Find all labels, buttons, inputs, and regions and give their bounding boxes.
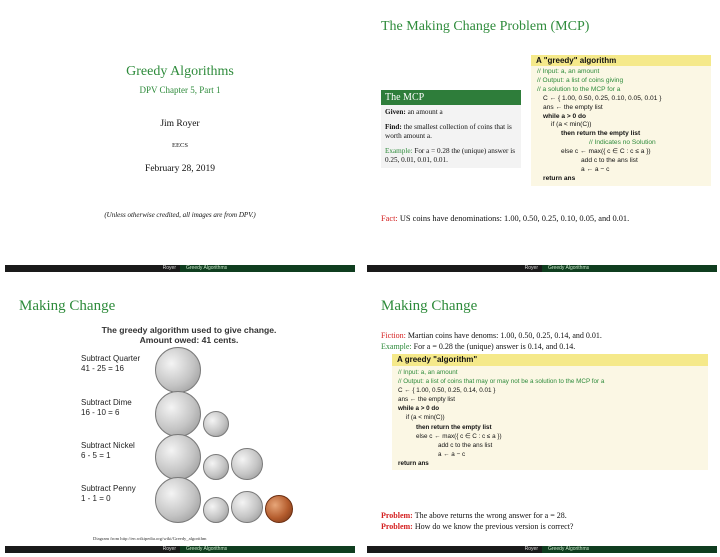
mcp-definition-box	[381, 90, 521, 168]
mcp-box-header: The MCP	[381, 90, 521, 105]
slide-footer	[5, 546, 355, 553]
alg-line: then return the empty list	[561, 130, 641, 138]
quarter-coin-icon	[155, 434, 201, 480]
example-text: For a = 0.28 the (unique) answer is 0.25, 0.01, 0.01, 0.01.	[385, 147, 516, 164]
coins-dime	[155, 391, 229, 437]
figure-title	[89, 325, 289, 345]
step-label: Subtract Penny	[81, 484, 136, 493]
greedy-algorithm-box	[531, 55, 711, 186]
alg-line: a ← a − c	[438, 450, 466, 458]
frame-title: The Making Change Problem (MCP)	[381, 19, 590, 34]
step-label: Subtract Dime	[81, 398, 132, 407]
coins-penny	[155, 477, 293, 523]
alg-line: ans ← the empty list	[398, 396, 456, 404]
alg-line: if (a < min(C))	[406, 414, 445, 422]
fact-text: US coins have denominations: 1.00, 0.50, 0.25, 0.10, 0.05, and 0.01.	[399, 214, 630, 223]
figure-caption	[93, 536, 206, 541]
step-calc: 41 - 25 = 16	[81, 364, 124, 373]
coins-quarter	[155, 347, 201, 393]
algorithm-header: A greedy "algorithm"	[392, 354, 708, 366]
example-line	[385, 147, 517, 165]
step-calc: 6 - 5 = 1	[81, 451, 111, 460]
footer-title: Greedy Algorithms	[180, 265, 355, 272]
quarter-coin-icon	[155, 477, 201, 523]
talk-title: Greedy Algorithms	[126, 64, 234, 79]
fact-label: Fact:	[381, 214, 398, 223]
nickel-coin-icon	[231, 491, 263, 523]
step-calc: 16 - 10 = 6	[81, 408, 120, 417]
step-penny	[81, 484, 136, 504]
alg-line: add c to the ans list	[581, 157, 638, 165]
algorithm-body	[392, 366, 708, 470]
footer-author: Royer	[524, 265, 538, 271]
alg-line: // a solution to the MCP for a	[537, 85, 621, 93]
penny-coin-icon	[265, 495, 293, 523]
problem-line-2	[381, 522, 573, 531]
alg-line: while a > 0 do	[543, 112, 587, 120]
slide-making-change-martian	[367, 285, 717, 553]
department: EECS	[172, 142, 188, 149]
problem-label: Problem:	[381, 511, 413, 520]
step-label: Subtract Quarter	[81, 354, 141, 363]
alg-line: then return the empty list	[416, 423, 492, 431]
fiction-text: Martian coins have denoms: 1.00, 0.50, 0.25, 0.14, and 0.01.	[407, 331, 602, 340]
quarter-coin-icon	[155, 391, 201, 437]
alg-line: C ← { 1.00, 0.50, 0.25, 0.10, 0.05, 0.01 }	[543, 94, 662, 102]
alg-line: else c ← max({ c ∈ C : c ≤ a })	[561, 148, 651, 156]
slide-footer	[5, 265, 355, 272]
algorithm-body	[531, 66, 711, 186]
footer-author: Royer	[524, 546, 538, 552]
greedy-algorithm-box	[392, 354, 708, 470]
alg-line: ans ← the empty list	[543, 103, 603, 111]
nickel-coin-icon	[231, 448, 263, 480]
given-label: Given:	[385, 108, 406, 116]
example-text: For a = 0.28 the (unique) answer is 0.14, and 0.14.	[413, 342, 576, 351]
alg-line: C ← { 1.00, 0.50, 0.25, 0.14, 0.01 }	[398, 387, 496, 395]
author: Jim Royer	[160, 119, 200, 129]
footer-author: Royer	[162, 265, 176, 271]
step-label: Subtract Nickel	[81, 441, 135, 450]
coins-nickel	[155, 434, 263, 480]
alg-line: a ← a − c	[581, 165, 610, 173]
alg-line: else c ← max({ c ∈ C : c ≤ a })	[416, 432, 502, 440]
step-quarter	[81, 354, 140, 374]
problem-text: How do we know the previous version is correct?	[414, 522, 574, 531]
image-credit: (Unless otherwise credited, all images are from DPV.)	[104, 211, 256, 219]
dime-coin-icon	[203, 497, 229, 523]
fiction-line	[381, 331, 602, 340]
algorithm-header: A "greedy" algorithm	[531, 55, 711, 66]
example-label: Example:	[381, 342, 412, 351]
mcp-box-body	[381, 105, 521, 168]
find-line	[385, 123, 517, 141]
slide-footer	[367, 546, 717, 553]
fiction-label: Fiction:	[381, 331, 406, 340]
given-text: an amount a	[407, 108, 443, 116]
slide-footer	[367, 265, 717, 272]
figure-title-line: Amount owed: 41 cents.	[139, 335, 239, 345]
alg-line: // Output: a list of coins that may or may not be a solution to the MCP for a	[398, 378, 605, 386]
footer-title: Greedy Algorithms	[542, 265, 717, 272]
find-label: Find:	[385, 123, 402, 131]
footer-title: Greedy Algorithms	[542, 546, 717, 553]
slide-title	[5, 4, 355, 272]
problem-label: Problem:	[381, 522, 413, 531]
slide-mcp	[367, 4, 717, 272]
fact-line	[381, 214, 629, 223]
alg-line: return ans	[398, 459, 429, 467]
step-nickel	[81, 441, 135, 461]
step-calc: 1 - 1 = 0	[81, 494, 111, 503]
frame-title: Making Change	[381, 298, 478, 314]
alg-line: add c to the ans list	[438, 441, 493, 449]
problem-text: The above returns the wrong answer for a = 28.	[414, 511, 567, 520]
given-line	[385, 108, 517, 117]
date: February 28, 2019	[145, 164, 215, 174]
problem-line-1	[381, 511, 567, 520]
find-text: the smallest collection of coins that is worth amount a.	[385, 123, 512, 140]
alg-line: // Output: a list of coins giving	[537, 76, 624, 84]
talk-subtitle: DPV Chapter 5, Part 1	[139, 85, 221, 95]
quarter-coin-icon	[155, 347, 201, 393]
alg-line: while a > 0 do	[398, 405, 440, 413]
alg-line: if (a < min(C))	[551, 121, 592, 129]
frame-title: Making Change	[19, 298, 116, 314]
footer-title: Greedy Algorithms	[180, 546, 355, 553]
alg-line: return ans	[543, 174, 576, 182]
alg-line: // Input: a, an amount	[398, 369, 458, 376]
example-label: Example:	[385, 147, 413, 155]
example-line	[381, 342, 575, 351]
caption-text: Diagram from http://en.wikipedia.org/wiki/Greedy_algorithm	[93, 536, 207, 541]
slide-making-change-diagram	[5, 285, 355, 553]
footer-author: Royer	[162, 546, 176, 552]
alg-line: // Input: a, an amount	[537, 68, 600, 75]
alg-line: // Indicates no Solution	[589, 139, 656, 147]
step-dime	[81, 398, 132, 418]
figure-title-line: The greedy algorithm used to give change.	[101, 325, 277, 335]
